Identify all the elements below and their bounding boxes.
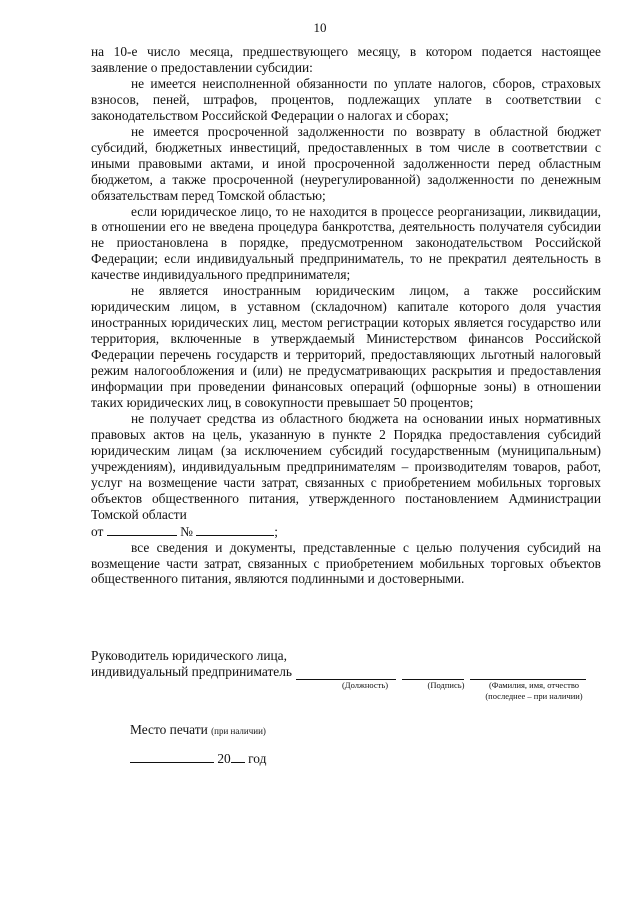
signature-block xyxy=(91,648,611,680)
seal-line xyxy=(130,722,266,738)
paragraph-not-reorganized: если юридическое лицо, то не находится в процессе реорганизации, ликвидации, в отношении его не введена процедура банкротства, деятельность получателя субсидии не приостановлена в порядке, предусмотренном законодательством Российской Федерации; если индивидуальный предприниматель, то не прекратил деятельность в качестве индивидуального предпринимателя; xyxy=(91,203,601,283)
order-number-label: № xyxy=(180,523,193,539)
signature-blank[interactable] xyxy=(402,667,464,680)
date-century: 20 xyxy=(217,751,231,766)
signature-line xyxy=(91,664,611,680)
order-reference-line xyxy=(91,523,601,540)
paragraph-no-tax-debt: не имеется неисполненной обязанности по уплате налогов, сборов, страховых взносов, пеней, штрафов, процентов, подлежащих уплате в соответствии с законодательством Российской Федерации о налогах и сборах; xyxy=(91,75,601,123)
paragraph-not-foreign: не является иностранным юридическим лицом, а также российским юридическим лицом, в уставном (складочном) капитале которого доля участия иностранных юридических лиц, местом регистрации которых является государство или территория, включенные в утверждаемый Министерством финансов Российской Федерации перечень государств и территорий, предоставляющих льготный налоговый режим налогообложения и (или) не предусматривающих раскрытия и предоставления информации при проведении финансовых операций (офшорные зоны) в отношении таких юридических лиц, в совокупности превышает 50 процентов; xyxy=(91,283,601,410)
date-line xyxy=(130,750,266,767)
order-date-blank[interactable] xyxy=(107,523,177,536)
date-year-blank[interactable] xyxy=(231,750,245,763)
order-from-label: от xyxy=(91,523,104,539)
seal-note: (при наличии) xyxy=(211,726,266,736)
caption-signature: (Подпись) xyxy=(427,680,465,690)
date-day-month-blank[interactable] xyxy=(130,750,214,763)
paragraph-no-other-funds: не получает средства из областного бюджета на основании иных нормативных правовых актов на цель, указанную в пункте 2 Порядка предоставления субсидий юридическим лицам (за исключением субсидий государственным (муниципальным) учреждениям), индивидуальным предпринимателям – производителям товаров, работ, услуг на возмещение части затрат, связанных с приобретением мобильных торговых объектов общественного питания, утвержденного постановлением Администрации Томской области xyxy=(91,410,601,522)
paragraph-documents-authentic: все сведения и документы, представленные с целью получения субсидий на возмещение части затрат, связанных с приобретением мобильных торговых объектов общественного питания, являются подлинными и достоверными. xyxy=(91,539,601,587)
paragraph-no-overdue-debt: не имеется просроченной задолженности по возврату в областной бюджет субсидий, бюджетных инвестиций, предоставленных в том числе в соответствии с иными правовыми актами, и иной просроченной задолженности перед областным бюджетом, а также просроченной (неурегулированной) задолженности по денежным обязательствам перед Томской областью; xyxy=(91,123,601,203)
paragraph-intro: на 10-е число месяца, предшествующего месяцу, в котором подается настоящее заявление о предоставлении субсидии: xyxy=(91,44,601,75)
position-blank[interactable] xyxy=(296,667,396,680)
seal-label: Место печати xyxy=(130,722,208,737)
caption-name-1: (Фамилия, имя, отчество xyxy=(488,680,580,690)
order-line-end: ; xyxy=(274,523,278,539)
statement-body xyxy=(91,44,601,587)
signature-label-line2: индивидуальный предприниматель xyxy=(91,664,293,679)
caption-position: (Должность) xyxy=(341,680,389,690)
page-number: 10 xyxy=(313,20,327,35)
order-number-blank[interactable] xyxy=(196,523,274,536)
signature-label-line1: Руководитель юридического лица, xyxy=(91,648,287,663)
full-name-blank[interactable] xyxy=(470,667,586,680)
date-suffix: год xyxy=(248,751,267,766)
caption-name-2: (последнее – при наличии) xyxy=(485,691,583,701)
